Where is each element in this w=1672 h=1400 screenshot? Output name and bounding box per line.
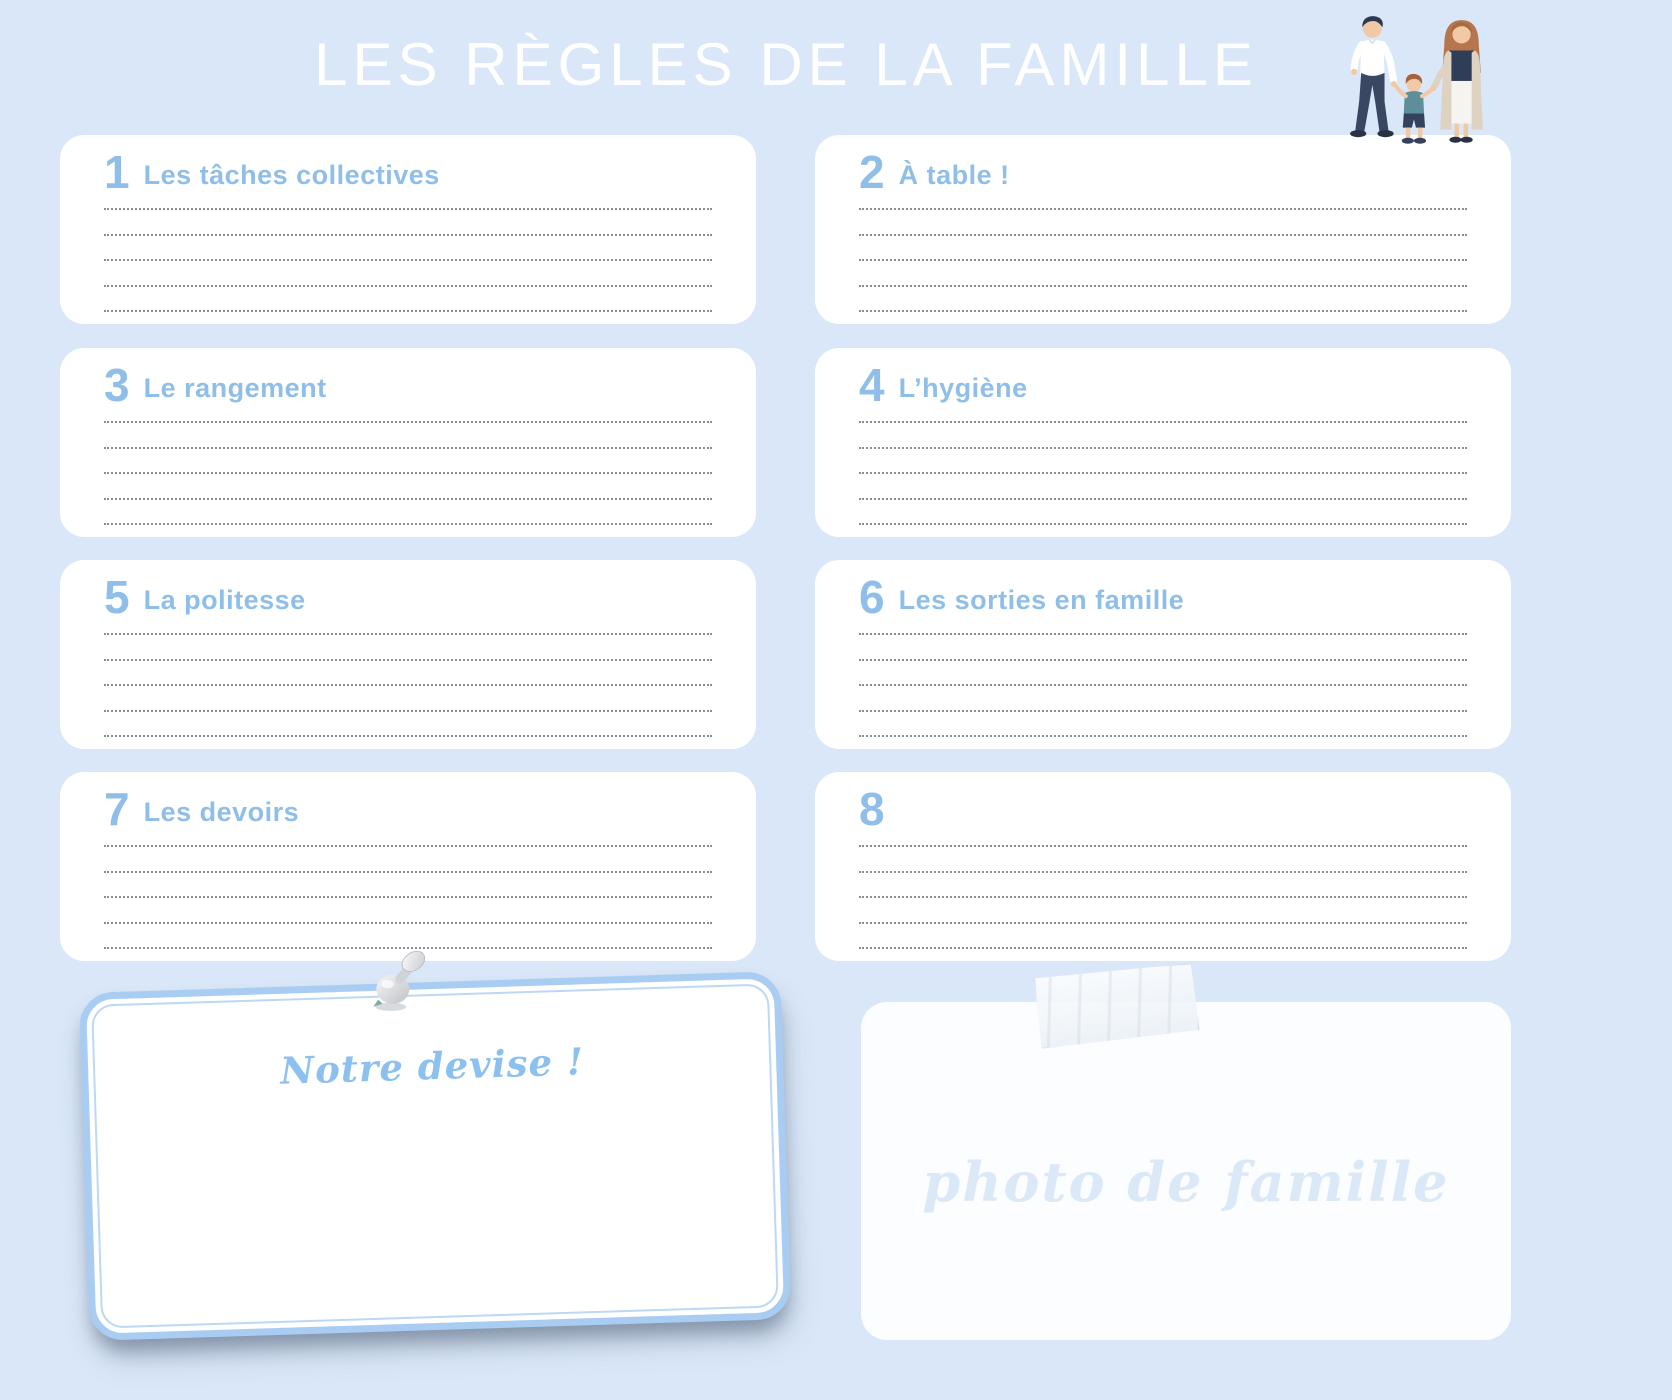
devise-title: Notre devise ! [279,1039,585,1093]
rule-label: Les sorties en famille [898,584,1185,615]
rule-number: 7 [104,783,130,835]
writing-line [859,712,1467,737]
push-pin-icon [366,948,432,1014]
devise-note[interactable] [79,971,792,1341]
writing-line [859,898,1467,923]
writing-line [859,236,1467,261]
photo-placeholder-text: photo de famille [922,1150,1450,1214]
rule-number: 3 [104,359,130,411]
writing-line [859,474,1467,499]
writing-line [104,610,712,635]
writing-lines[interactable] [859,610,1467,749]
rule-card-4 [815,348,1511,537]
writing-lines[interactable] [859,185,1467,324]
rule-number: 1 [104,146,130,198]
writing-line [859,822,1467,847]
woman-figure [1430,20,1483,143]
rule-number: 6 [859,571,885,623]
writing-line [104,423,712,448]
writing-line [859,847,1467,872]
writing-lines[interactable] [859,398,1467,537]
writing-line [104,635,712,660]
writing-line [859,686,1467,711]
rule-label: Les tâches collectives [143,159,440,190]
rule-label: L’hygiène [898,372,1028,403]
rule-number: 2 [859,146,885,198]
writing-lines[interactable] [104,185,712,324]
writing-line [859,924,1467,949]
family-illustration [1336,10,1504,160]
writing-line [859,287,1467,312]
writing-line [104,873,712,898]
photo-card[interactable] [861,1002,1511,1340]
writing-line [859,635,1467,660]
rule-number: 4 [859,359,885,411]
writing-line [104,898,712,923]
rule-card-8 [815,772,1511,961]
writing-line [859,661,1467,686]
writing-line [104,474,712,499]
rule-card-7 [60,772,756,961]
rule-number: 5 [104,571,130,623]
writing-lines[interactable] [104,822,712,961]
writing-line [104,449,712,474]
writing-lines[interactable] [104,610,712,749]
writing-line [104,210,712,235]
writing-line [104,398,712,423]
rule-card-1 [60,135,756,324]
rule-label: La politesse [143,584,306,615]
rule-card-3 [60,348,756,537]
writing-line [104,500,712,525]
writing-line [859,873,1467,898]
writing-line [104,185,712,210]
rule-label: Les devoirs [143,796,300,827]
boy-figure [1396,74,1432,144]
writing-line [104,924,712,949]
writing-line [859,449,1467,474]
writing-lines[interactable] [859,822,1467,961]
writing-line [859,185,1467,210]
writing-line [104,822,712,847]
writing-line [859,500,1467,525]
man-figure [1350,16,1397,137]
writing-line [104,236,712,261]
writing-lines[interactable] [104,398,712,537]
rule-number: 8 [859,783,885,835]
writing-line [104,847,712,872]
writing-line [859,423,1467,448]
page-title: LES RÈGLES DE LA FAMILLE [314,31,1258,98]
writing-line [859,398,1467,423]
writing-line [104,287,712,312]
writing-line [104,686,712,711]
rule-card-2 [815,135,1511,324]
rule-label: À table ! [898,159,1010,190]
rule-card-5 [60,560,756,749]
rule-card-6 [815,560,1511,749]
writing-line [859,610,1467,635]
writing-line [104,661,712,686]
rule-label: Le rangement [143,372,327,403]
writing-line [859,261,1467,286]
writing-line [859,210,1467,235]
writing-line [104,712,712,737]
writing-line [104,261,712,286]
